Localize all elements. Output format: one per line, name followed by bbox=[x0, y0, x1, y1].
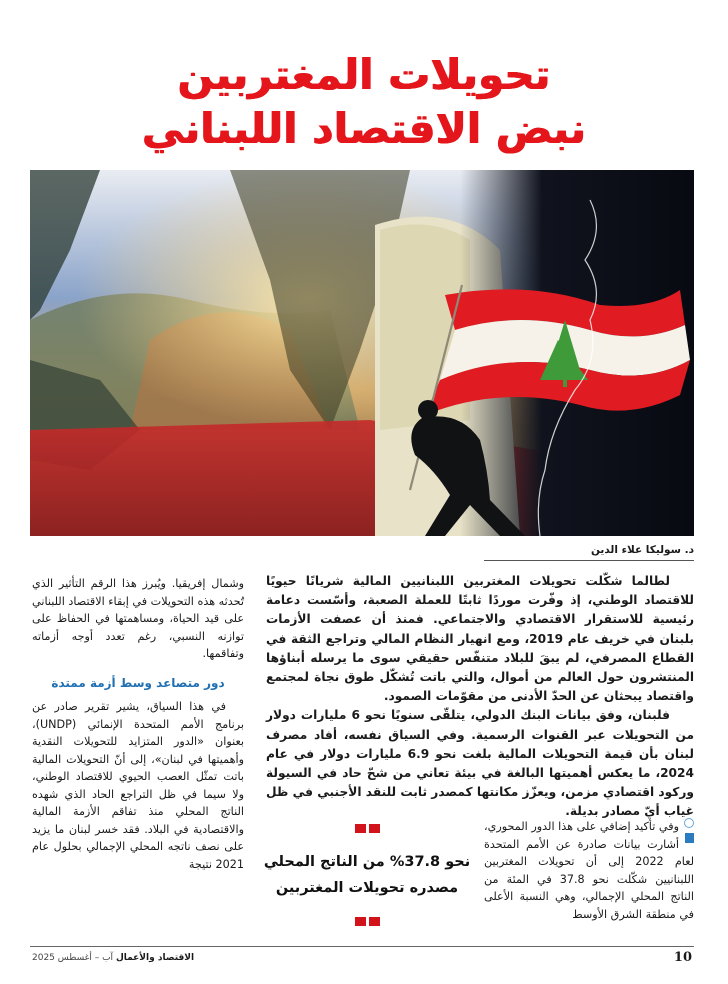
right-bottom-paragraph: وفي تأكيد إضافي على هذا الدور المحوري، أشارت بيانات صادرة عن الأمم المتحدة لعام 2022 إلى أن تحويلات المغتربين اللبنانيين شكّلت نحو 37.8 في المئة من الناتج المحلي الإجمالي، وهي النسبة الأعلى في منطقة الشرق الأوسط bbox=[484, 820, 694, 921]
main-paragraph-2: فلبنان، وفق بيانات البنك الدولي، يتلقّى سنويًا نحو 6 مليارات دولار من التحويلات عبر القنوات الرسمية. وفي السياق نفسه، أفاد مصرف لبنان بأن قيمة التحويلات المالية بلغت نحو 6.9 مليارات دولار في عام 2024، ما يعكس أهميتها البالغة في بيئة تعاني من شحّ حاد في السيولة وركود اقتصادي مزمن، ويعزّز مكانتها كمصدر ثابت للنقد الأجنبي في ظل غياب أيّ مصادر بديلة. bbox=[266, 708, 694, 819]
headline-line-2: نبض الاقتصاد اللبناني bbox=[141, 104, 587, 153]
author-byline: د. سوليكا علاء الدين bbox=[484, 544, 694, 561]
left-paragraph-1: وشمال إفريقيا. ويُبرز هذا الرقم التأثير الذي تُحدثه هذه التحويلات في إبقاء الاقتصاد اللبناني على قيد الحياة، ومساهمتها في الحفاظ على توازنه النسبي، رغم تعدد أوجه أزماته وتفاقمها. bbox=[32, 577, 244, 660]
publication-name: الاقتصاد والأعمال bbox=[115, 953, 195, 963]
footer-divider bbox=[30, 946, 694, 947]
right-bottom-column bbox=[484, 818, 694, 923]
pull-quote-text: نحو 37.8% من الناتج المحلي مصدره تحويلات المغتربين bbox=[263, 854, 471, 896]
page-number: 10 bbox=[673, 950, 692, 965]
pull-quote bbox=[258, 818, 476, 930]
hero-image bbox=[30, 170, 694, 536]
headline-line-1: تحويلات المغتربين bbox=[177, 50, 551, 99]
left-article-column bbox=[32, 575, 244, 873]
section-subheading: دور متصاعد وسط أزمة ممتدة bbox=[51, 675, 225, 690]
main-article-column bbox=[266, 572, 694, 822]
hero-illustration bbox=[30, 170, 694, 536]
lebanese-flag bbox=[425, 289, 690, 415]
article-headline bbox=[0, 48, 728, 156]
left-paragraph-2: في هذا السياق، يشير تقرير صادر عن برنامج الأمم المتحدة الإنمائي (UNDP)، بعنوان «الدور المتزايد للتحويلات النقدية وأهميتها في لبنان»، إلى أنّ التحويلات المالية باتت تمثّل العصب الحيوي للاقتصاد الوطني، ولا سيما في ظل التراجع الحاد الذي شهده الناتج المحلي منذ تفاقم الأزمة المالية والاقتصادية في البلاد. فقد خسر لبنان ما يزيد على نصف ناتجه المحلي الإجمالي بحلول عام 2021 نتيجة bbox=[32, 700, 244, 871]
quote-marker-bottom-icon bbox=[355, 917, 380, 926]
quote-marker-top-icon bbox=[355, 824, 380, 833]
publication-footer bbox=[32, 953, 194, 963]
issue-date: آب – أغسطس 2025 bbox=[32, 953, 114, 963]
main-paragraph-1: لطالما شكّلت تحويلات المغتربين اللبنانيين المالية شريانًا حيويًا للاقتصاد الوطني، إذ وفّرت موردًا ثابتًا للعملة الصعبة، وأسّست دعامة رئيسية للاستقرار الاقتصادي والاجتماعي. فمنذ أن عصفت الأزمات بلبنان في خريف عام 2019، ومع انهيار النظام المالي وتراجع الثقة في القطاع المصرفي، لم يبقَ للبلاد متنفّس حقيقي سوى ما يرسله أبناؤها المنتشرون حول العالم من أموال، والتي باتت تُشكّل طوق نجاة لمجتمع واقتصاد يبحثان عن الحدّ الأدنى من مقوّمات الصمود. bbox=[266, 574, 694, 704]
paragraph-marker-icon bbox=[683, 818, 694, 844]
